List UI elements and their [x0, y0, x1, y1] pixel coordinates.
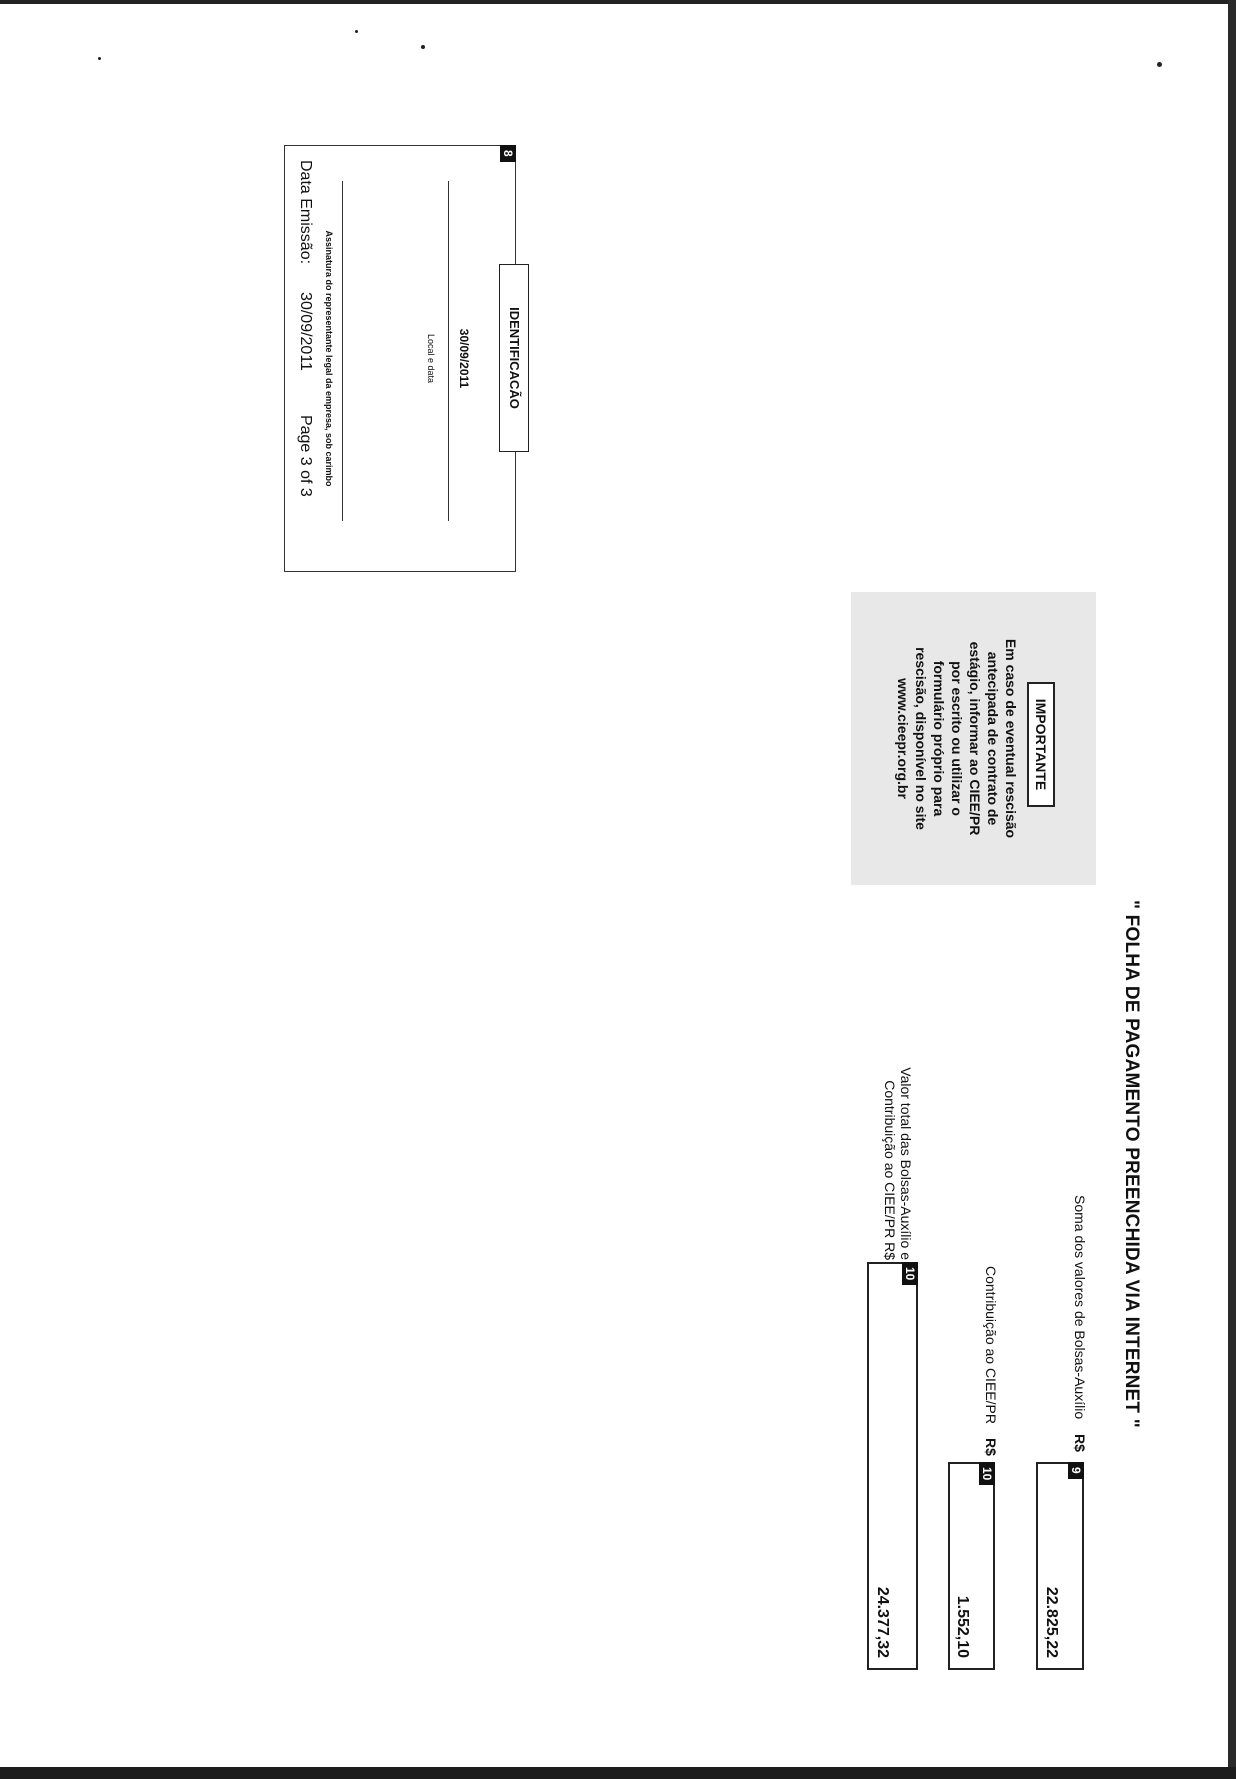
total-label — [882, 1040, 914, 1260]
total-label-line2: Contribuição ao CIEE/PR R$ — [882, 1080, 898, 1260]
identification-box — [284, 145, 522, 572]
total-field-number: 10 — [902, 1262, 918, 1285]
total-value: 24.377,32 — [874, 1586, 891, 1658]
important-line: estágio, informar ao CIEE/PR — [967, 641, 983, 836]
important-line: formulário próprio para — [931, 660, 947, 817]
contribuicao-currency: R$ — [983, 1438, 999, 1456]
identification-field-number: 8 — [500, 145, 516, 162]
important-body — [894, 592, 1020, 885]
document-title: " FOLHA DE PAGAMENTO PREENCHIDA VIA INTERNET " — [1121, 900, 1142, 1428]
identification-title: IDENTIFICACÃO — [499, 264, 529, 452]
emission-date: 30/09/2011 — [297, 292, 314, 371]
bolsas-field-number: 9 — [1068, 1462, 1084, 1479]
important-line: Em caso de eventual rescisão — [1003, 638, 1019, 839]
total-value-box — [867, 1262, 918, 1670]
contribuicao-label: Contribuição ao CIEE/PR — [983, 1266, 999, 1424]
bolsas-currency: R$ — [1072, 1434, 1088, 1452]
important-line: antecipada de contrato de — [985, 651, 1001, 826]
total-label-line1: Valor total das Bolsas-Auxílio e — [898, 1067, 914, 1260]
contribuicao-value: 1.552,10 — [954, 1595, 971, 1658]
bolsas-value-box — [1036, 1462, 1084, 1670]
important-line: por escrito ou utilizar o — [949, 661, 965, 816]
contribuicao-field-number: 10 — [979, 1462, 995, 1485]
important-line: www.cieepr.org.br — [895, 678, 911, 799]
signature-label: Assinatura do representante legal da empresa, sob carimbo — [324, 230, 334, 487]
page-indicator: Page 3 of 3 — [297, 414, 314, 497]
emission-label: Data Emissão: — [297, 160, 314, 265]
date-line — [448, 181, 449, 521]
bolsas-label: Soma dos valores de Bolsas-Auxílio — [1072, 1195, 1088, 1420]
contribuicao-value-box — [948, 1462, 995, 1670]
identification-date: 30/09/2011 — [457, 328, 471, 389]
important-title: IMPORTANTE — [1027, 682, 1055, 807]
important-notice — [851, 592, 1096, 885]
date-label: Local e data — [426, 333, 436, 384]
header-line — [296, 160, 314, 525]
signature-line — [342, 181, 343, 521]
bolsas-value: 22.825,22 — [1043, 1586, 1060, 1658]
important-line: rescisão, disponível no site — [913, 647, 929, 830]
